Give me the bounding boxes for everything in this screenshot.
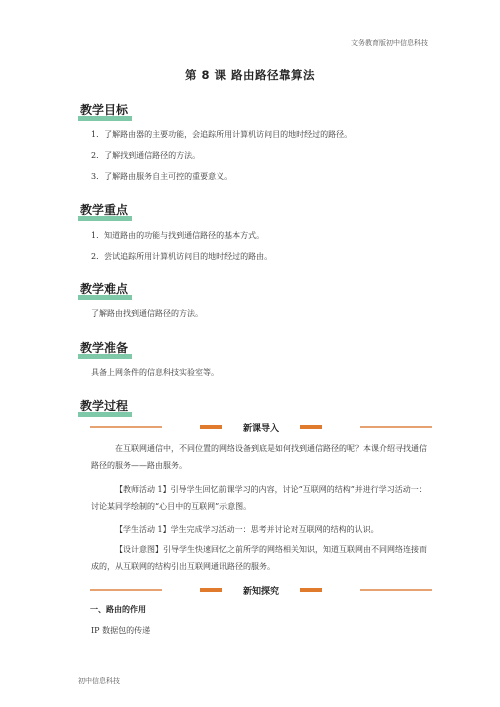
- sub-text: IP 数据包的传递: [91, 626, 151, 635]
- section-heading-key-points: 教学重点: [80, 203, 129, 217]
- key-point-item: 1．知道路由的功能与找到通信路径的基本方式。: [91, 231, 265, 240]
- divider-label: 新知探究: [242, 587, 279, 597]
- key-point-item: 2．尝试追踪所用计算机访问目的地时经过的路由。: [91, 252, 273, 261]
- intro-paragraph: 在互联网通信中，不同位置的网络设备到底是如何找到通信路径的呢？本课介绍寻找通信路径的服务——路由服务。: [91, 444, 427, 470]
- objective-item: 2．了解找到通信路径的方法。: [91, 151, 201, 160]
- objective-item: 1．了解路由器的主要功能，会追踪所用计算机访问目的地时经过的路径。: [91, 130, 353, 139]
- objective-item: 3．了解路由服务自主可控的重要意义。: [91, 172, 233, 181]
- teacher-activity-paragraph: 【教师活动 1】引导学生回忆前课学习的内容，讨论“互联网的结构”并进行学习活动一：讨论某同学绘制的“心目中的互联网”示意图。: [91, 485, 427, 511]
- student-activity-paragraph: 【学生活动 1】学生完成学习活动一：思考并讨论对互联网的结构的认识。: [115, 525, 379, 534]
- design-intent-paragraph: 【设计意图】引导学生快速回忆之前所学的网络相关知识，知道互联网由不同网络连接而成的，从互联网的结构引出互联网通讯路径的服务。: [91, 545, 427, 571]
- section-heading-objectives: 教学目标: [80, 103, 129, 117]
- section-divider-intro: [90, 421, 432, 433]
- lesson-title: 第 8 课 路由路径靠算法: [184, 68, 315, 82]
- divider-label: 新课导入: [242, 424, 279, 434]
- section-heading-process: 教学过程: [80, 399, 129, 413]
- running-footer: 初中信息科技: [78, 677, 120, 685]
- section-heading-difficulties: 教学难点: [80, 282, 129, 296]
- difficulty-text: 了解路由找到通信路径的方法。: [91, 309, 203, 318]
- subheading: 一、路由的作用: [90, 605, 146, 614]
- preparation-text: 具备上网条件的信息科技实验室等。: [91, 368, 219, 377]
- section-divider-explore: [90, 584, 432, 596]
- section-heading-preparation: 教学准备: [80, 341, 129, 355]
- running-header: 文务教育版初中信息科技: [351, 39, 428, 47]
